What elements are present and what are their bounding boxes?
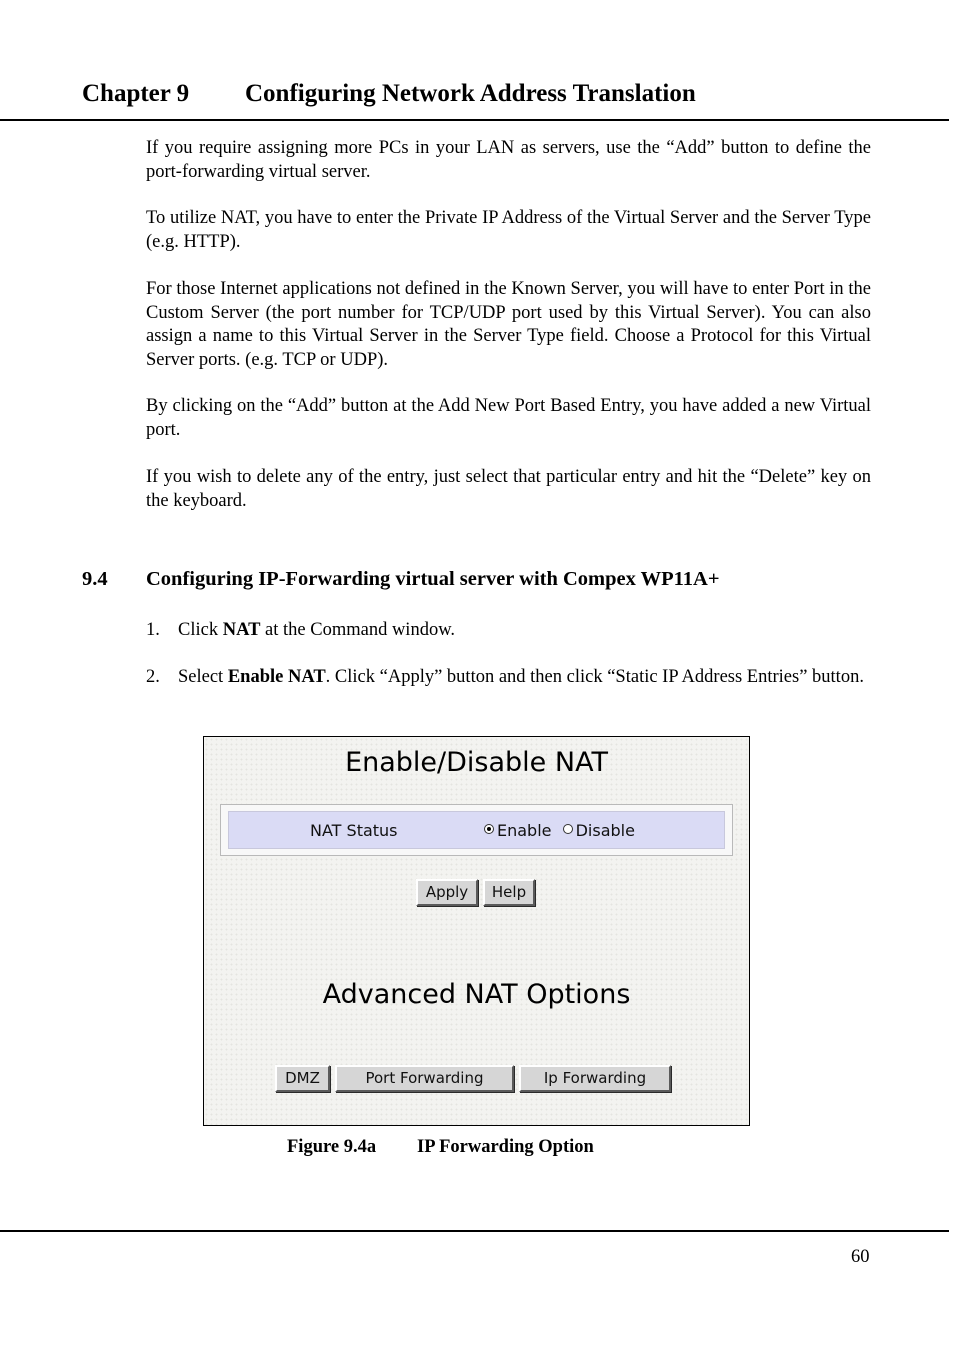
nat-screenshot-figure: [203, 736, 750, 1126]
step-number: 1.: [146, 620, 160, 640]
paragraph-add-entry: By clicking on the “Add” button at the Add New Port Based Entry, you have added a new Virtual port.: [146, 396, 871, 440]
paragraph-delete-entry: If you wish to delete any of the entry, just select that particular entry and hit the “Delete” key on the keyboard.: [146, 467, 871, 511]
paragraph-add-button: If you require assigning more PCs in your LAN as servers, use the “Add” button to define the port-forwarding virtual server.: [146, 138, 871, 182]
disable-radio-option[interactable]: Disable: [563, 821, 635, 840]
section-heading: [82, 568, 720, 591]
nat-status-label: NAT Status: [310, 821, 398, 840]
figure-caption: [287, 1137, 594, 1158]
chapter-number: Chapter 9: [82, 80, 190, 107]
step-number: 2.: [146, 667, 160, 687]
nat-status-row: [228, 811, 725, 849]
advanced-nat-options-title: Advanced NAT Options: [322, 979, 631, 1010]
section-number: 9.4: [82, 568, 108, 590]
chapter-title: Configuring Network Address Translation: [245, 80, 696, 107]
enable-radio-option[interactable]: Enable: [484, 821, 552, 840]
port-forwarding-button[interactable]: Port Forwarding: [335, 1065, 514, 1092]
disable-radio-icon[interactable]: [563, 824, 573, 834]
page-number: 60: [851, 1247, 870, 1267]
apply-button[interactable]: Apply: [416, 879, 478, 906]
step-text: Select Enable NAT. Click “Apply” button and then click “Static IP Address Entries” button.: [178, 667, 864, 687]
nat-status-panel: [220, 804, 733, 856]
section-title: Configuring IP-Forwarding virtual server with Compex WP11A+: [146, 568, 720, 590]
enable-radio-icon[interactable]: [484, 824, 494, 834]
paragraph-custom-server: For those Internet applications not defined in the Known Server, you will have to enter Port in the Custom Server (the port number for TCP/UDP port used by this Virtual Server). You can also assign a name to this Virtual Server in the Server Type field. Choose a Protocol for this Virtual Server ports. (e.g. TCP or UDP).: [146, 279, 871, 370]
step-text: Click NAT at the Command window.: [178, 620, 455, 640]
help-button[interactable]: Help: [483, 879, 535, 906]
enable-disable-nat-title: Enable/Disable NAT: [345, 747, 608, 778]
dmz-button[interactable]: DMZ: [275, 1065, 330, 1092]
step-1: [146, 619, 871, 643]
ip-forwarding-button[interactable]: Ip Forwarding: [519, 1065, 671, 1092]
footer-rule: [0, 1230, 949, 1232]
paragraph-utilize-nat: To utilize NAT, you have to enter the Private IP Address of the Virtual Server and the Server Type (e.g. HTTP).: [146, 208, 871, 252]
nat-status-radio-group: [484, 821, 641, 840]
figure-caption-text: IP Forwarding Option: [417, 1137, 594, 1157]
chapter-header: [82, 80, 942, 108]
step-2: [146, 666, 871, 690]
figure-label: Figure 9.4a: [287, 1137, 377, 1157]
header-rule: [0, 119, 949, 121]
